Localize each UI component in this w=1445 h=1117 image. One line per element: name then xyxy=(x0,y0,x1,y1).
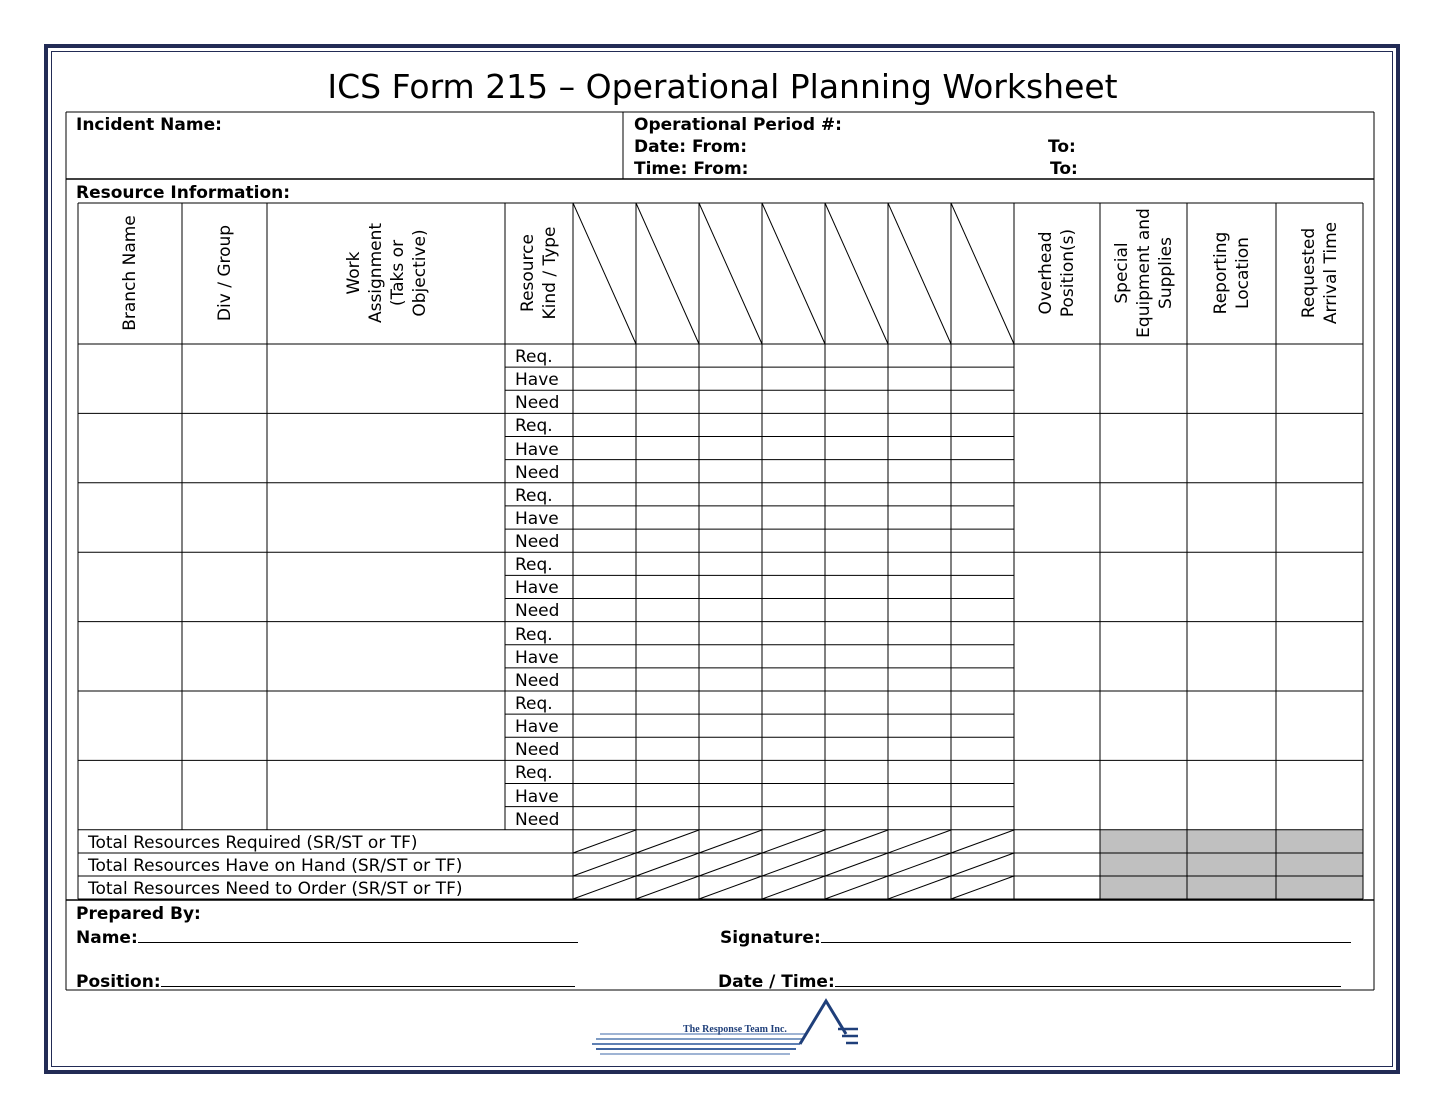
total-cell-diagonal xyxy=(825,853,888,876)
date-time-label: Date / Time: xyxy=(718,972,835,992)
row-label-have: Have xyxy=(515,786,559,807)
incident-name-field[interactable] xyxy=(67,133,623,179)
shaded-total-cell xyxy=(1100,853,1187,876)
header-diagonal xyxy=(573,203,636,344)
total-cell-diagonal xyxy=(888,830,951,853)
shaded-total-cell xyxy=(1187,876,1276,899)
total-cell-diagonal xyxy=(888,876,951,899)
row-label-need: Need xyxy=(515,532,560,553)
header-overhead-positions: Overhead Position(s) xyxy=(1036,228,1078,318)
row-label-need: Need xyxy=(515,601,560,622)
total-cell-diagonal xyxy=(699,853,762,876)
header-special-equipment: Special Equipment and Supplies xyxy=(1112,208,1176,338)
header-diagonal xyxy=(825,203,888,344)
row-label-req: Req. xyxy=(515,485,553,506)
row-label-need: Need xyxy=(515,809,560,830)
name-label: Name: xyxy=(76,928,138,948)
total-cell-diagonal xyxy=(951,876,1014,899)
date-from-field[interactable] xyxy=(758,136,1038,157)
date-time-field[interactable] xyxy=(835,970,1341,987)
total-cell-diagonal xyxy=(636,853,699,876)
header-branch-name: Branch Name xyxy=(120,215,140,331)
row-label-need: Need xyxy=(515,670,560,691)
name-line xyxy=(76,926,578,948)
prepared-by-label: Prepared By: xyxy=(76,904,201,924)
shaded-total-cell xyxy=(1100,830,1187,853)
total-cell-diagonal xyxy=(888,853,951,876)
row-label-have: Have xyxy=(515,578,559,599)
signature-line xyxy=(720,926,1351,948)
shaded-total-cell xyxy=(1276,876,1363,899)
signature-field[interactable] xyxy=(821,926,1351,943)
time-to-field[interactable] xyxy=(1086,158,1366,179)
shaded-total-cell xyxy=(1187,853,1276,876)
total-cell-diagonal xyxy=(573,876,636,899)
header-diagonal xyxy=(951,203,1014,344)
header-work-assignment: Work Assignment (Taks or Objective) xyxy=(344,222,430,324)
position-label: Position: xyxy=(76,972,161,992)
shaded-total-cell xyxy=(1100,876,1187,899)
position-line xyxy=(76,970,575,992)
date-time-line xyxy=(718,970,1341,992)
header-diagonal xyxy=(699,203,762,344)
row-label-req: Req. xyxy=(515,555,553,576)
time-from-field[interactable] xyxy=(760,158,1040,179)
row-label-have: Have xyxy=(515,439,559,460)
signature-label: Signature: xyxy=(720,928,821,948)
header-requested-arrival: Requested Arrival Time xyxy=(1299,221,1341,325)
row-label-req: Req. xyxy=(515,624,553,645)
header-diagonal xyxy=(888,203,951,344)
total-cell-diagonal xyxy=(825,876,888,899)
total-cell-diagonal xyxy=(636,830,699,853)
total-cell-diagonal xyxy=(762,876,825,899)
shaded-total-cell xyxy=(1276,853,1363,876)
row-label-req: Req. xyxy=(515,416,553,437)
row-label-need: Need xyxy=(515,740,560,761)
total-cell-diagonal xyxy=(762,830,825,853)
incident-name-label: Incident Name: xyxy=(76,115,222,135)
resource-information-label: Resource Information: xyxy=(76,183,291,203)
total-cell-diagonal xyxy=(573,830,636,853)
total-cell-diagonal xyxy=(951,853,1014,876)
row-label-have: Have xyxy=(515,508,559,529)
name-field[interactable] xyxy=(138,926,578,943)
row-label-req: Req. xyxy=(515,763,553,784)
total-cell-diagonal xyxy=(699,876,762,899)
time-from-label: Time: From: xyxy=(634,159,749,179)
shaded-total-cell xyxy=(1276,830,1363,853)
row-label-req: Req. xyxy=(515,347,553,367)
row-label-have: Have xyxy=(515,717,559,738)
header-diagonal xyxy=(762,203,825,344)
position-field[interactable] xyxy=(161,970,575,987)
total-cell-diagonal xyxy=(951,830,1014,853)
operational-period-label: Operational Period #: xyxy=(634,115,842,135)
date-to-label: To: xyxy=(1048,137,1076,157)
date-from-label: Date: From: xyxy=(634,137,748,157)
header-div-group: Div / Group xyxy=(215,224,235,322)
header-reporting-location: Reporting Location xyxy=(1211,231,1253,315)
header-diagonal xyxy=(636,203,699,344)
total-cell-diagonal xyxy=(636,876,699,899)
total-cell-diagonal xyxy=(573,853,636,876)
form-title: ICS Form 215 – Operational Planning Worksheet xyxy=(327,67,1118,106)
total-need-label: Total Resources Need to Order (SR/ST or TF) xyxy=(88,879,463,899)
time-to-label: To: xyxy=(1050,159,1078,179)
logo-company-name: The Response Team Inc. xyxy=(683,1024,787,1035)
total-have-label: Total Resources Have on Hand (SR/ST or TF) xyxy=(88,856,463,876)
total-cell-diagonal xyxy=(762,853,825,876)
total-cell-diagonal xyxy=(825,830,888,853)
header-resource-kind-type: Resource Kind / Type xyxy=(518,226,560,320)
row-label-have: Have xyxy=(515,647,559,668)
shaded-total-cell xyxy=(1187,830,1276,853)
total-required-label: Total Resources Required (SR/ST or TF) xyxy=(88,833,418,853)
date-to-field[interactable] xyxy=(1084,136,1364,157)
total-cell-diagonal xyxy=(699,830,762,853)
row-label-req: Req. xyxy=(515,694,553,714)
row-label-need: Need xyxy=(515,393,560,414)
row-label-need: Need xyxy=(515,462,560,483)
row-label-have: Have xyxy=(515,370,559,391)
